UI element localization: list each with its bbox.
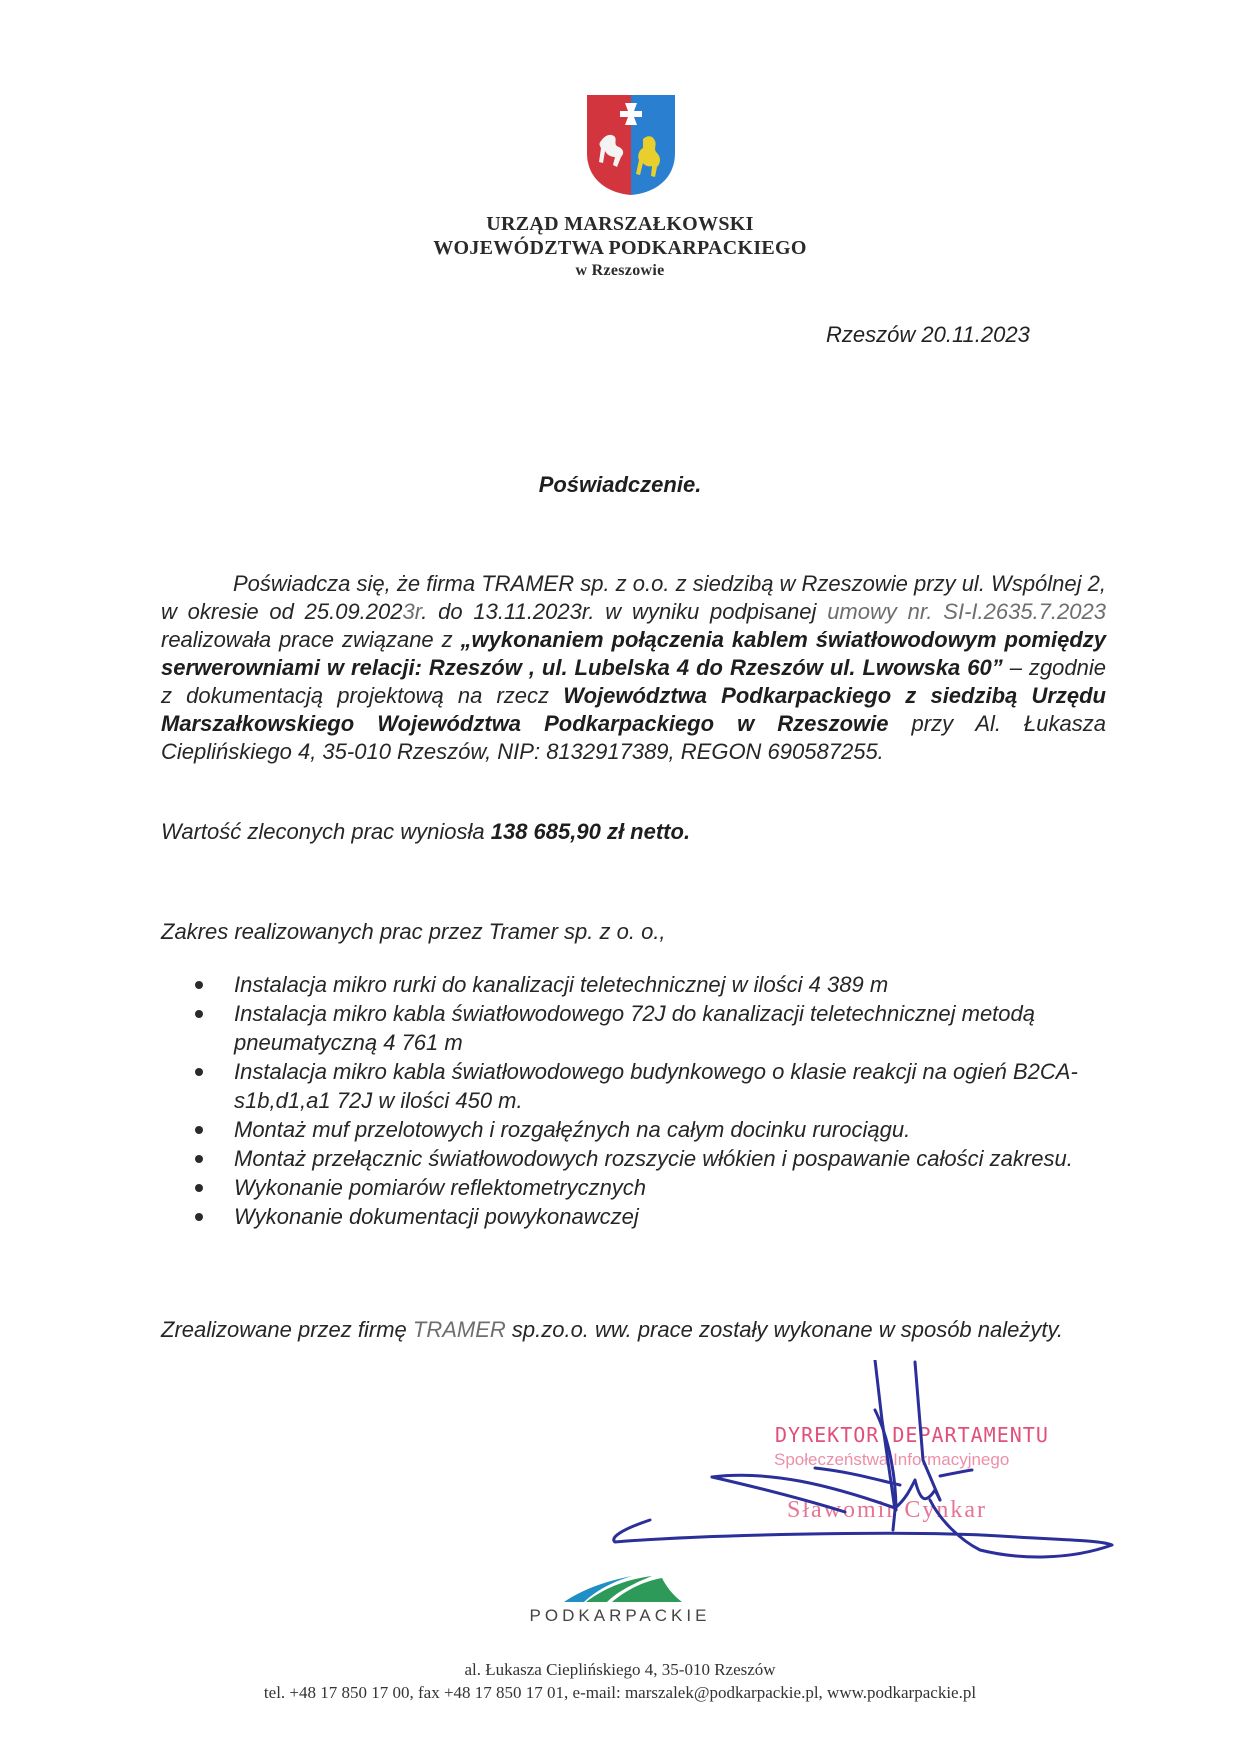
certificate-paragraph	[161, 570, 1106, 766]
document-date: Rzeszów 20.11.2023	[826, 322, 1030, 347]
bullet-icon	[195, 1010, 203, 1018]
footer-contact: tel. +48 17 850 17 00, fax +48 17 850 17 01, e-mail: marszalek@podkarpackie.pl, www.podkarpackie.pl	[263, 1683, 977, 1702]
list-item-text: Montaż przełącznic światłowodowych rozszycie włókien i pospawanie całości zakresu.	[234, 1146, 1073, 1171]
contract-number: umowy nr. SI-I.2635.7.2023	[827, 599, 1106, 624]
list-item-text: Wykonanie dokumentacji powykonawczej	[234, 1204, 639, 1229]
logo-text: PODKARPACKIE	[529, 1606, 711, 1625]
scope-intro: Zakres realizowanych prac przez Tramer sp. z o. o.,	[161, 919, 666, 944]
stamp-department: Społeczeństwa Informacyjnego	[774, 1450, 1010, 1469]
list-item	[161, 1144, 1121, 1173]
bullet-icon	[195, 981, 203, 989]
closing-text: sp.zo.o. ww. prace zostały wykonane w sposób należyty.	[505, 1317, 1063, 1342]
footer-address: al. Łukasza Cieplińskiego 4, 35-010 Rzeszów	[464, 1660, 776, 1679]
coat-of-arms-icon	[585, 93, 677, 197]
list-item-text: Montaż muf przelotowych i rozgałęźnych na całym docinku rurociągu.	[234, 1117, 911, 1142]
client-name: Województwa Podkarpackiego w Rzeszowie	[354, 711, 889, 736]
paragraph-text: 3r	[402, 599, 422, 624]
paragraph-text: Poświadcza się, że firma TRAMER sp. z o.o. z siedzibą w Rzeszowie przy ul. Wspólnej 2, w okresie od 25.09.202	[161, 571, 1106, 624]
company-name: TRAMER	[412, 1317, 506, 1342]
list-item-text: Instalacja mikro kabla światłowodowego budynkowego o klasie reakcji na ogień B2CA- s1b,d1,a1 72J w ilości 450 m.	[234, 1059, 1078, 1113]
list-item	[161, 1115, 1121, 1144]
list-item	[161, 1202, 1121, 1231]
client-name: Urzędu Marszałkowskiego	[161, 683, 1106, 736]
institution-name-line1: URZĄD MARSZAŁKOWSKI	[486, 213, 754, 235]
list-item	[161, 999, 1121, 1057]
podkarpackie-logo-icon	[562, 1574, 682, 1602]
list-item-text: Wykonanie pomiarów reflektometrycznych	[234, 1175, 647, 1200]
list-item	[161, 1057, 1121, 1115]
handwritten-signature	[600, 1360, 1160, 1560]
paragraph-text: realizowała prace związane z	[161, 627, 461, 652]
bullet-icon	[195, 1155, 203, 1163]
closing-text: Zrealizowane przez firmę	[161, 1317, 413, 1342]
client-name: Województwa Podkarpackiego z siedzibą	[563, 683, 1032, 708]
list-item-text: Instalacja mikro rurki do kanalizacji teletechnicznej w ilości 4 389 m	[234, 972, 889, 997]
stamp-name: Sławomir Cynkar	[787, 1497, 987, 1523]
scope-list	[161, 970, 1121, 1231]
list-item	[161, 970, 1121, 999]
paragraph-text: – zgodnie z dokumentacją projektową na rzecz	[161, 655, 1107, 708]
contract-value	[161, 818, 690, 846]
list-item-text: Instalacja mikro kabla światłowodowego 72J do kanalizacji teletechnicznej metodą pneumatyczną 4 761 m	[234, 1001, 1035, 1055]
value-label: Wartość zleconych prac wyniosła	[161, 819, 491, 844]
bullet-icon	[195, 1184, 203, 1192]
client-address: przy Al. Łukasza Cieplińskiego 4, 35-010 Rzeszów, NIP: 8132917389, REGON 690587255.	[161, 711, 1106, 764]
document-title: Poświadczenie.	[538, 472, 702, 497]
project-title: „wykonaniem połączenia kablem światłowodowym pomiędzy serwerowniami w relacji: Rzeszów , ul. Lubelska 4 do Rzeszów ul. Lwowska 60”	[161, 627, 1106, 680]
bullet-icon	[195, 1068, 203, 1076]
bullet-icon	[195, 1126, 203, 1134]
list-item	[161, 1173, 1121, 1202]
institution-location: w Rzeszowie	[575, 262, 665, 279]
value-amount: 138 685,90 zł netto.	[490, 819, 691, 844]
closing-statement	[161, 1316, 1121, 1344]
stamp-title: DYREKTOR DEPARTAMENTU	[775, 1423, 1049, 1447]
bullet-icon	[195, 1213, 203, 1221]
institution-name-line2: WOJEWÓDZTWA PODKARPACKIEGO	[433, 237, 807, 259]
paragraph-text: . do 13.11.2023r. w wyniku podpisanej	[421, 599, 828, 624]
